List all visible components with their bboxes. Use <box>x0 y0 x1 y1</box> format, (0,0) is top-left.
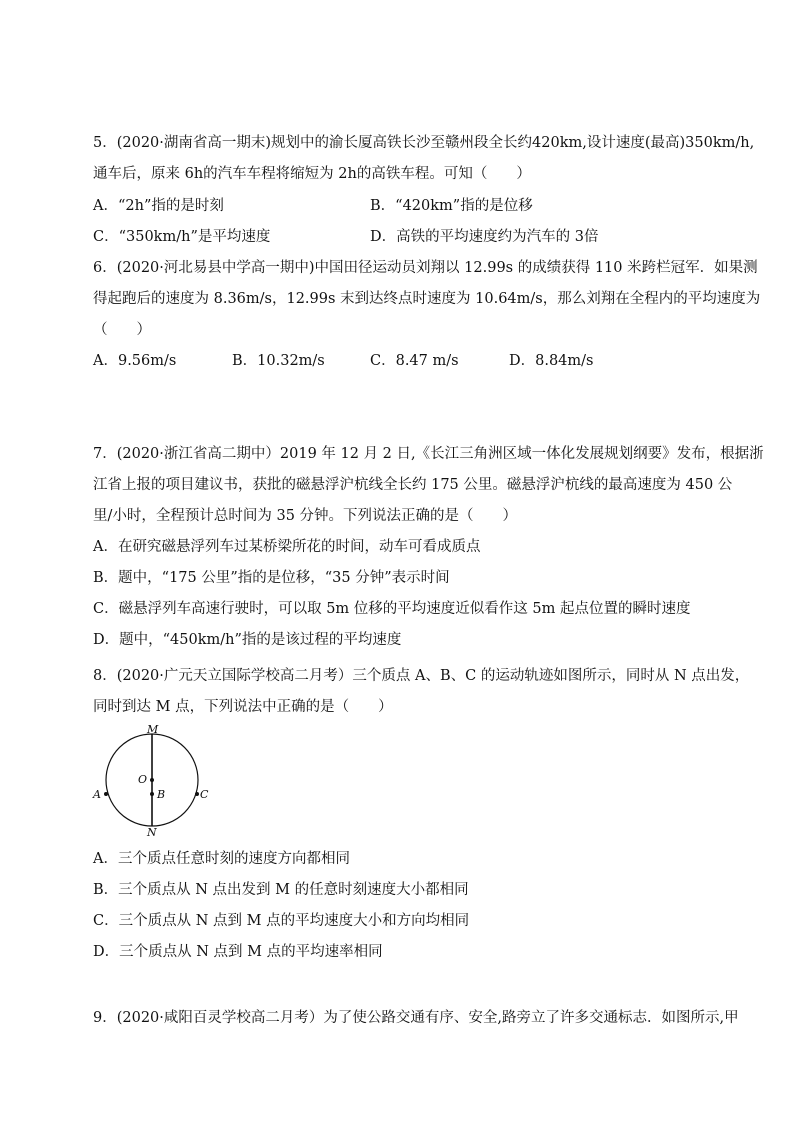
q7-option-b: B．题中，“175 公里”指的是位移，“35 分钟”表示时间 <box>93 570 450 586</box>
q6-stem-line1: 6．(2020·河北易县中学高一期中)中国田径运动员刘翔以 12.99s 的成绩获得 110 米跨栏冠军．如果测 <box>93 260 758 276</box>
q6-option-c: C．8.47 m/s <box>370 353 459 369</box>
q5-option-b: B．“420km”指的是位移 <box>370 198 533 214</box>
label-m: M <box>147 724 159 736</box>
q7-stem-line1: 7．(2020·浙江省高二期中）2019 年 12 月 2 日,《长江三角洲区域一体化发展规划纲要》发布，根据浙 <box>93 446 764 462</box>
q5-stem-line2: 通车后，原来 6h的汽车车程将缩短为 2h的高铁车程。可知（ ） <box>93 166 531 182</box>
q5-option-c: C．“350km/h”是平均速度 <box>93 229 271 245</box>
label-a: A <box>93 788 101 801</box>
q6-stem-line2: 得起跑后的速度为 8.36m/s，12.99s 末到达终点时速度为 10.64m/s，那么刘翔在全程内的平均速度为 <box>93 291 761 307</box>
q7-option-d: D．题中，“450km/h”指的是该过程的平均速度 <box>93 632 402 648</box>
label-b: B <box>157 788 166 801</box>
q8-option-b: B．三个质点从 N 点出发到 M 的任意时刻速度大小都相同 <box>93 882 469 898</box>
q7-option-a: A．在研究磁悬浮列车过某桥梁所花的时间，动车可看成质点 <box>93 539 481 555</box>
label-c: C <box>200 788 209 801</box>
q6-option-a: A．9.56m/s <box>93 353 177 369</box>
q9-stem-line1: 9．(2020·咸阳百灵学校高二月考）为了使公路交通有序、安全,路旁立了许多交通标志．如图所示,甲 <box>93 1010 739 1026</box>
q8-stem-line1: 8．(2020·广元天立国际学校高二月考）三个质点 A、B、C 的运动轨迹如图所示，同时从 N 点出发， <box>93 668 750 684</box>
q5-option-a: A．“2h”指的是时刻 <box>93 198 224 214</box>
q6-option-d: D．8.84m/s <box>509 353 594 369</box>
q6-option-b: B．10.32m/s <box>232 353 325 369</box>
center-point-o <box>150 778 154 782</box>
point-b <box>150 792 154 796</box>
q8-option-c: C．三个质点从 N 点到 M 点的平均速度大小和方向均相同 <box>93 913 470 929</box>
label-n: N <box>147 826 157 839</box>
q7-option-c: C．磁悬浮列车高速行驶时，可以取 5m 位移的平均速度近似看作这 5m 起点位置的瞬时速度 <box>93 601 691 617</box>
q5-stem-line1: 5．(2020·湖南省高一期末)规划中的渝长厦高铁长沙至赣州段全长约420km,设计速度(最高)350km/h, <box>93 135 755 151</box>
q8-trajectory-figure <box>88 724 218 840</box>
q7-stem-line3: 里/小时，全程预计总时间为 35 分钟。下列说法正确的是（ ） <box>93 508 518 524</box>
point-c <box>195 792 199 796</box>
q6-stem-line3: （ ） <box>93 322 151 338</box>
q8-stem-line2: 同时到达 M 点，下列说法中正确的是（ ） <box>93 699 393 715</box>
q5-option-d: D．高铁的平均速度约为汽车的 3倍 <box>370 229 599 245</box>
q8-option-d: D．三个质点从 N 点到 M 点的平均速率相同 <box>93 944 383 960</box>
point-a <box>104 792 108 796</box>
q8-option-a: A．三个质点任意时刻的速度方向都相同 <box>93 851 350 867</box>
q7-stem-line2: 江省上报的项目建议书，获批的磁悬浮沪杭线全长约 175 公里。磁悬浮沪杭线的最高速度为 450 公 <box>93 477 733 493</box>
label-o: O <box>138 773 148 786</box>
